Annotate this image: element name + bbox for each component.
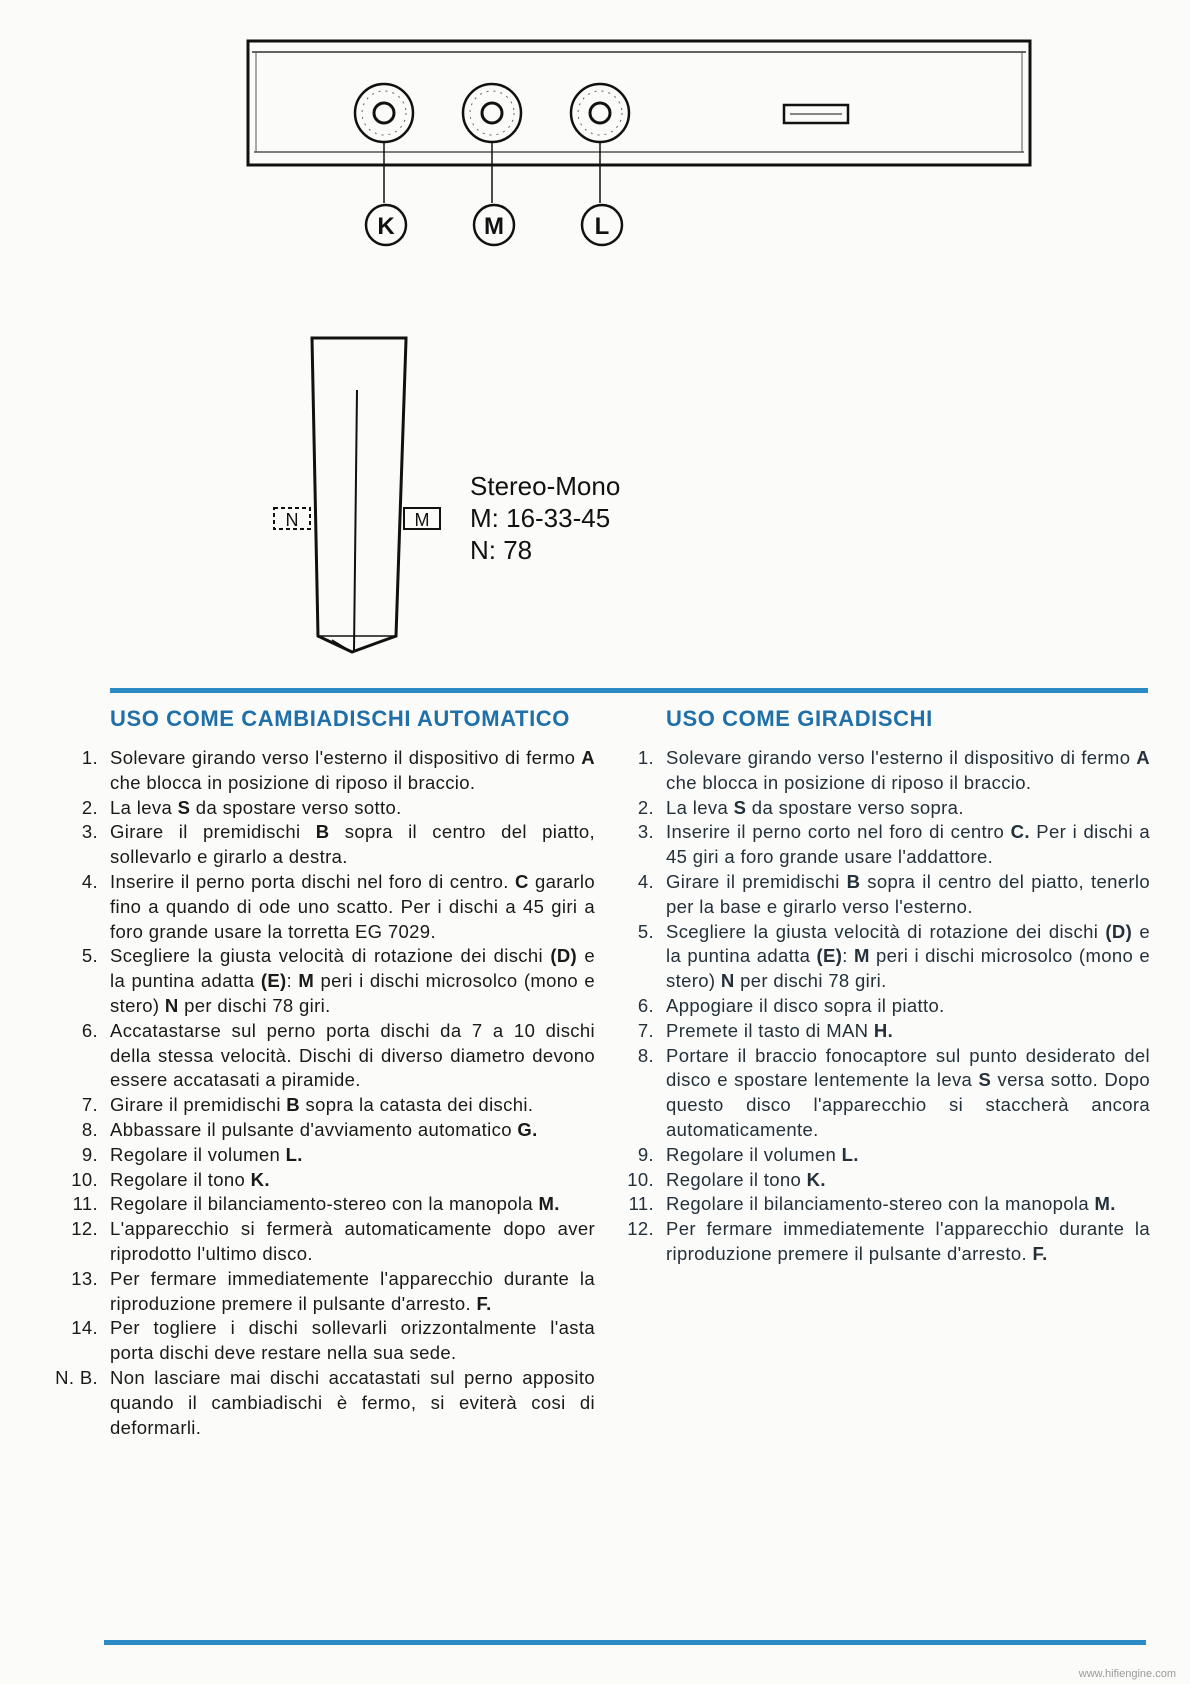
steps-list-automatic [40, 746, 595, 1440]
stylus-info [470, 470, 620, 566]
list-item [610, 1217, 1150, 1267]
list-item-text: Regolare il tono [666, 1168, 807, 1190]
list-item-number: 4. [637, 870, 654, 892]
stylus-cartridge [274, 338, 440, 652]
reference-letter: (D) [1105, 920, 1133, 942]
list-item-text: Girare il premidischi [110, 821, 316, 843]
divider-top [110, 688, 1148, 693]
list-item-number: 10. [71, 1168, 98, 1190]
list-item-number: 2. [81, 796, 98, 818]
list-item-number: 9. [81, 1143, 98, 1165]
list-item-text: da spostare verso sopra. [746, 796, 964, 818]
reference-letter: B [846, 870, 861, 892]
list-item-number: 7. [637, 1019, 654, 1041]
list-item-number: 9. [637, 1143, 654, 1165]
list-item [40, 1168, 595, 1193]
list-item-text: Appogiare il disco sopra il piatto. [666, 994, 945, 1016]
reference-letter: L. [841, 1143, 859, 1165]
list-item-number: 10. [627, 1168, 654, 1190]
list-item [610, 746, 1150, 796]
reference-letter: B [286, 1094, 301, 1116]
list-item-text: sopra la catasta dei dischi. [300, 1094, 534, 1116]
list-item-number: 3. [637, 821, 654, 843]
list-item-text: : [842, 945, 854, 967]
list-item-text: Non lasciare mai dischi accatastati sul perno apposito quando il cambiadischi è fermo, si eviterà cosi di deformarli. [110, 1366, 595, 1438]
list-item-text: Abbassare il pulsante d'avviamento automatico [110, 1118, 518, 1140]
list-item-number: 1. [637, 747, 654, 768]
knob-label-k: K [377, 213, 395, 240]
reference-letter: N [720, 970, 735, 992]
list-item [40, 1217, 595, 1267]
list-item [610, 1019, 1150, 1044]
reference-letter: S [978, 1069, 992, 1091]
reference-letter: H. [873, 1019, 894, 1041]
list-item-number: 5. [637, 920, 654, 942]
list-item-number: 3. [81, 821, 98, 843]
reference-letter: K. [806, 1168, 826, 1190]
list-item-text: : [286, 970, 299, 992]
stylus-info-title: Stereo-Mono [470, 471, 621, 501]
list-item-text: Inserire il perno porta dischi nel foro di centro. [110, 870, 515, 892]
list-item-text: Regolare il tono [110, 1168, 251, 1190]
list-item-number: N. B. [55, 1366, 98, 1388]
reference-letter: C. [1010, 821, 1030, 843]
list-item-text: versa sotto. Dopo questo disco l'apparecchio si staccherà ancora automaticamente. [666, 1069, 1150, 1140]
reference-letter: F. [1032, 1242, 1048, 1264]
list-item-text: da spostare verso sotto. [190, 796, 402, 818]
list-item-number: 12. [71, 1218, 98, 1240]
list-item-text: sopra il centro del piatto, tenerlo per la base e girarlo verso l'esterno. [666, 870, 1150, 917]
stylus-info-n: N: 78 [470, 535, 533, 565]
list-item-number: 5. [81, 945, 98, 967]
list-item-text: Inserire il perno corto nel foro di centro [666, 821, 1011, 843]
reference-letter: M [853, 945, 870, 967]
list-item-number: 8. [637, 1044, 654, 1066]
list-item [40, 746, 595, 796]
list-item-text: La leva [666, 796, 734, 818]
list-item [40, 796, 595, 821]
list-item-text: Accatastarse sul perno porta dischi da 7 a 10 dischi della stessa velocità. Dischi di diverso diametro devono essere accatasati a piramide. [110, 1019, 595, 1091]
list-item [40, 1019, 595, 1093]
list-item-text: Scegliere la giusta velocità di rotazione dei dischi [666, 920, 1106, 942]
reference-letter: S [177, 796, 191, 818]
reference-letter: C [515, 870, 529, 892]
reference-letter: M. [1094, 1193, 1116, 1215]
list-item-text: Regolare il bilanciamento-stereo con la manopola [666, 1193, 1095, 1215]
list-item-text: Per togliere i dischi sollevarli orizzontalmente l'asta porta dischi deve restare nella sua sede. [110, 1317, 595, 1364]
list-item-text: Per fermare immediatemente l'apparecchio durante la riproduzione premere il pulsante d'arresto. [110, 1267, 595, 1314]
list-item-number: 2. [637, 796, 654, 818]
reference-letter: M. [538, 1193, 560, 1215]
list-item-number: 12. [627, 1218, 654, 1240]
list-item-text: che blocca in posizione di riposo il braccio. [666, 771, 1032, 793]
reference-letter: (D) [550, 945, 578, 967]
list-item-number: 13. [71, 1267, 98, 1289]
reference-letter: (E) [260, 970, 287, 992]
list-item [40, 1093, 595, 1118]
knob-label-m: M [484, 213, 504, 240]
list-item-number: 8. [81, 1118, 98, 1140]
list-item-text: Premete il tasto di MAN [666, 1019, 874, 1041]
section-automatic-changer [40, 706, 595, 1440]
list-item [610, 796, 1150, 821]
list-item-text: peri i dischi microsolco (mono e stero) [110, 970, 596, 1016]
footer-credit: www.hifiengine.com [1078, 1668, 1176, 1680]
reference-letter: N [164, 994, 179, 1016]
list-item [40, 1143, 595, 1168]
reference-letter: M [298, 970, 315, 992]
list-item [610, 1143, 1150, 1168]
list-item-text: che blocca in posizione di riposo il braccio. [110, 771, 476, 793]
reference-letter: A [581, 747, 595, 768]
list-item [40, 1316, 595, 1366]
list-item [40, 944, 595, 1018]
list-item-text: e la puntina adatta [110, 945, 595, 992]
list-item [40, 1267, 595, 1317]
list-item-number: 1. [81, 747, 98, 768]
list-item-text: Regolare il volumen [110, 1143, 286, 1165]
list-item [610, 920, 1150, 994]
illustration [0, 0, 1190, 690]
stylus-tab-m-label: M [414, 510, 430, 530]
reference-letter: L. [285, 1143, 303, 1165]
list-item [40, 870, 595, 944]
heading-turntable: USO COME GIRADISCHI [666, 706, 933, 731]
knob-label-l: L [594, 213, 610, 240]
list-item [40, 1366, 595, 1440]
list-item-text: Regolare il bilanciamento-stereo con la manopola [110, 1193, 539, 1215]
list-item-text: Girare il premidischi [110, 1094, 287, 1116]
stylus-tab-n-label: N [285, 510, 299, 530]
list-item-text: Girare il premidischi [666, 870, 847, 892]
list-item-text: Scegliere la giusta velocità di rotazione dei dischi [110, 945, 551, 967]
list-item-text: La leva [110, 796, 178, 818]
list-item [40, 820, 595, 870]
list-item-number: 7. [81, 1094, 98, 1116]
reference-letter: F. [476, 1292, 492, 1314]
list-item-number: 4. [81, 870, 98, 892]
list-item-text: Portare il braccio fonocaptore sul punto desiderato del disco e spostare lentemente la leva [666, 1044, 1150, 1091]
list-item-number: 6. [81, 1019, 98, 1041]
reference-letter: A [1136, 747, 1150, 768]
list-item [610, 1168, 1150, 1193]
steps-list-turntable [610, 746, 1150, 1267]
list-item [40, 1192, 595, 1217]
heading-automatic-changer: USO COME CAMBIADISCHI AUTOMATICO [110, 706, 571, 731]
list-item-text: sopra il centro del piatto, sollevarlo e girarlo a destra. [110, 821, 596, 868]
list-item [610, 994, 1150, 1019]
list-item-text: Solevare girando verso l'esterno il dispositivo di fermo [110, 747, 582, 768]
reference-letter: S [733, 796, 747, 818]
section-turntable [610, 706, 1150, 1267]
list-item-text: Per i dischi a 45 giri a foro grande usare l'addattore. [666, 821, 1151, 868]
control-panel [248, 41, 1030, 165]
reference-letter: K. [250, 1168, 270, 1190]
list-item-text: per dischi 78 giri. [178, 994, 331, 1016]
list-item-text: e la puntina adatta [666, 920, 1150, 967]
list-item-text: L'apparecchio si fermerà automaticamente dopo aver riprodotto l'ultimo disco. [110, 1218, 595, 1264]
list-item-number: 11. [72, 1193, 98, 1215]
list-item [610, 870, 1150, 920]
list-item-text: peri i dischi microsolco (mono e stero) [666, 945, 1150, 992]
list-item-text: Regolare il volumen [666, 1143, 842, 1165]
list-item [610, 1044, 1150, 1143]
list-item-text: Per fermare immediatemente l'apparecchio durante la riproduzione premere il pulsante d'arresto. [666, 1218, 1150, 1264]
reference-letter: (E) [816, 945, 843, 967]
stylus-info-m: M: 16-33-45 [470, 503, 611, 533]
list-item-text: gararlo fino a quando di ode uno scatto. Per i dischi a 45 giri a foro grande usare la torretta EG 7029. [110, 870, 595, 942]
list-item-number: 11. [628, 1193, 654, 1215]
divider-bottom [104, 1640, 1146, 1645]
list-item-text: Solevare girando verso l'esterno il dispositivo di fermo [666, 747, 1137, 768]
list-item-text: per dischi 78 giri. [734, 970, 887, 992]
reference-letter: G. [517, 1118, 538, 1140]
list-item [610, 1192, 1150, 1217]
reference-letter: B [315, 821, 330, 843]
list-item [610, 820, 1150, 870]
list-item [40, 1118, 595, 1143]
list-item-number: 6. [637, 994, 654, 1016]
list-item-number: 14. [71, 1317, 98, 1339]
